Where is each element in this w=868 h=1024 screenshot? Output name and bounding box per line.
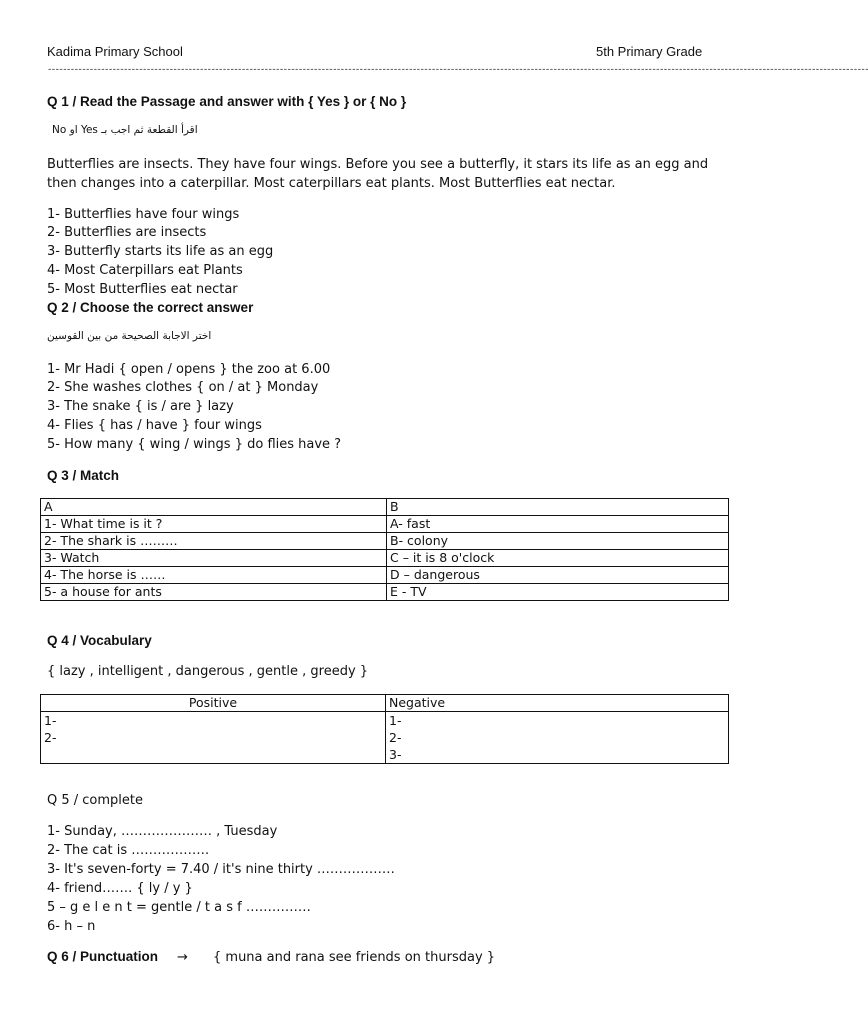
match-cell-a: 1- What time is it ? bbox=[41, 516, 387, 533]
match-cell-a: 5- a house for ants bbox=[41, 584, 387, 601]
match-cell-b: B- colony bbox=[387, 533, 729, 550]
q5-item: 1- Sunday, ………………… , Tuesday bbox=[47, 824, 278, 839]
q2-item: 3- The snake { is / are } lazy bbox=[47, 399, 234, 414]
positive-blank: 2- bbox=[44, 730, 57, 745]
q2-arabic-instruction: اختر الاجابة الصحيحة من بين القوسين bbox=[47, 330, 212, 342]
q6-title: Q 6 / Punctuation bbox=[47, 949, 159, 964]
punctuation-sentence: { muna and rana see friends on thursday } bbox=[213, 950, 496, 965]
match-cell-b: C – it is 8 o'clock bbox=[387, 550, 729, 567]
table-row bbox=[41, 584, 729, 601]
q5-title: Q 5 / complete bbox=[47, 793, 144, 808]
q2-title: Q 2 / Choose the correct answer bbox=[47, 300, 254, 315]
q1-arabic-instruction: اقرأ القطعة ثم اجب بـ Yes او No bbox=[52, 124, 198, 136]
q2-item: 5- How many { wing / wings } do flies have ? bbox=[47, 437, 342, 452]
header-separator: ------------------------------------------------------------------------------------------------------------------------------------------------------------------------------------------------------------------------ bbox=[47, 65, 868, 75]
table-row bbox=[41, 712, 729, 764]
table-row bbox=[41, 695, 729, 712]
q5-item: 6- h – n bbox=[47, 919, 96, 934]
column-a-header: A bbox=[41, 499, 387, 516]
grade-label: 5th Primary Grade bbox=[596, 44, 703, 59]
q2-item: 2- She washes clothes { on / at } Monday bbox=[47, 380, 319, 395]
q1-item: 2- Butterflies are insects bbox=[47, 225, 207, 240]
q5-item: 2- The cat is ……………… bbox=[47, 843, 210, 858]
q1-item: 4- Most Caterpillars eat Plants bbox=[47, 263, 243, 278]
match-cell-a: 2- The shark is ……… bbox=[41, 533, 387, 550]
match-cell-b: E - TV bbox=[387, 584, 729, 601]
school-name: Kadima Primary School bbox=[47, 44, 183, 59]
q1-passage-line-1: Butterflies are insects. They have four wings. Before you see a butterfly, it stars its life as an egg and bbox=[47, 157, 709, 172]
q2-item: 4- Flies { has / have } four wings bbox=[47, 418, 262, 433]
q1-item: 3- Butterfly starts its life as an egg bbox=[47, 244, 274, 259]
match-table bbox=[40, 498, 729, 601]
match-cell-b: A- fast bbox=[387, 516, 729, 533]
match-cell-a: 4- The horse is …… bbox=[41, 567, 387, 584]
q1-title: Q 1 / Read the Passage and answer with { Yes } or { No } bbox=[47, 94, 407, 109]
positive-cell bbox=[41, 712, 386, 764]
negative-cell bbox=[386, 712, 729, 764]
table-row bbox=[41, 567, 729, 584]
q2-item: 1- Mr Hadi { open / opens } the zoo at 6.00 bbox=[47, 362, 331, 377]
table-row bbox=[41, 499, 729, 516]
negative-blank: 3- bbox=[389, 747, 402, 762]
match-cell-a: 3- Watch bbox=[41, 550, 387, 567]
table-row bbox=[41, 516, 729, 533]
q5-item: 5 – g e l e n t = gentle / t a s f …………… bbox=[47, 900, 311, 915]
match-cell-b: D – dangerous bbox=[387, 567, 729, 584]
positive-header: Positive bbox=[41, 695, 386, 712]
q3-title: Q 3 / Match bbox=[47, 468, 120, 483]
q1-passage-line-2: then changes into a caterpillar. Most caterpillars eat plants. Most Butterflies eat nectar. bbox=[47, 176, 616, 191]
q4-title: Q 4 / Vocabulary bbox=[47, 633, 152, 648]
q1-item: 5- Most Butterflies eat nectar bbox=[47, 282, 238, 297]
q1-item: 1- Butterflies have four wings bbox=[47, 207, 240, 222]
arrow-icon: → bbox=[177, 950, 188, 965]
column-b-header: B bbox=[387, 499, 729, 516]
positive-blank: 1- bbox=[44, 713, 57, 728]
negative-blank: 1- bbox=[389, 713, 402, 728]
vocabulary-table bbox=[40, 694, 729, 764]
vocabulary-word-list: { lazy , intelligent , dangerous , gentle , greedy } bbox=[47, 664, 369, 679]
q5-item: 3- It's seven-forty = 7.40 / it's nine thirty ……………… bbox=[47, 862, 395, 877]
negative-blank: 2- bbox=[389, 730, 402, 745]
table-row bbox=[41, 550, 729, 567]
q5-item: 4- friend……. { ly / y } bbox=[47, 881, 193, 896]
negative-header: Negative bbox=[386, 695, 729, 712]
table-row bbox=[41, 533, 729, 550]
